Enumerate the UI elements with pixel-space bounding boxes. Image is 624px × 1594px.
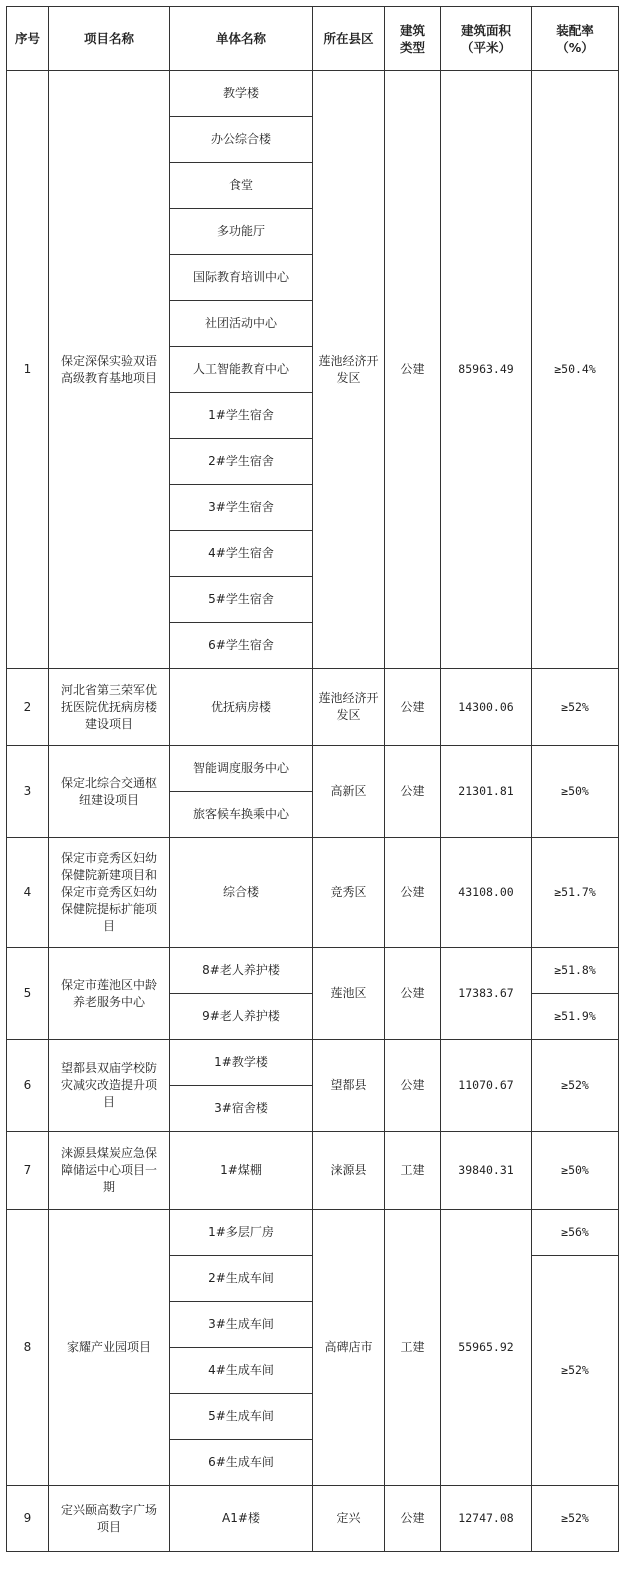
projects-table: [6, 6, 619, 1552]
cell-unit-name: 4#学生宿舍: [170, 531, 313, 577]
cell-assembly-rate: ≥56%: [532, 1210, 619, 1256]
table-row: [7, 1210, 619, 1256]
cell-county: 定兴: [313, 1486, 385, 1552]
cell-seq: 2: [7, 669, 49, 746]
cell-building-type: 公建: [385, 948, 441, 1040]
cell-project-name: 涞源县煤炭应急保障储运中心项目一期: [49, 1132, 170, 1210]
cell-assembly-rate: ≥52%: [532, 1256, 619, 1486]
cell-seq: 3: [7, 746, 49, 838]
header-project-name: 项目名称: [49, 7, 170, 71]
cell-unit-name: 1#学生宿舍: [170, 393, 313, 439]
cell-unit-name: 多功能厅: [170, 209, 313, 255]
cell-assembly-rate: ≥51.8%: [532, 948, 619, 994]
table-row: [7, 948, 619, 994]
cell-building-type: 公建: [385, 1040, 441, 1132]
cell-unit-name: 8#老人养护楼: [170, 948, 313, 994]
cell-seq: 4: [7, 838, 49, 948]
table-row: [7, 1486, 619, 1552]
cell-unit-name: 办公综合楼: [170, 117, 313, 163]
cell-unit-name: A1#楼: [170, 1486, 313, 1552]
cell-project-name: 保定市莲池区中龄养老服务中心: [49, 948, 170, 1040]
cell-unit-name: 社团活动中心: [170, 301, 313, 347]
cell-unit-name: 1#教学楼: [170, 1040, 313, 1086]
cell-unit-name: 5#生成车间: [170, 1394, 313, 1440]
cell-project-name: 保定市竞秀区妇幼保健院新建项目和保定市竞秀区妇幼保健院提标扩能项目: [49, 838, 170, 948]
table-row: [7, 838, 619, 948]
header-floor-area: 建筑面积 （平米）: [441, 7, 532, 71]
cell-seq: 5: [7, 948, 49, 1040]
table-row: [7, 71, 619, 117]
cell-assembly-rate: ≥52%: [532, 1486, 619, 1552]
table-row: [7, 746, 619, 792]
header-seq: 序号: [7, 7, 49, 71]
cell-floor-area: 55965.92: [441, 1210, 532, 1486]
cell-seq: 6: [7, 1040, 49, 1132]
cell-unit-name: 2#学生宿舍: [170, 439, 313, 485]
cell-seq: 8: [7, 1210, 49, 1486]
cell-county: 望都县: [313, 1040, 385, 1132]
cell-building-type: 公建: [385, 71, 441, 669]
cell-unit-name: 1#煤棚: [170, 1132, 313, 1210]
cell-project-name: 河北省第三荣军优抚医院优抚病房楼建设项目: [49, 669, 170, 746]
cell-assembly-rate: ≥51.7%: [532, 838, 619, 948]
cell-unit-name: 旅客候车换乘中心: [170, 792, 313, 838]
cell-seq: 7: [7, 1132, 49, 1210]
cell-assembly-rate: ≥50.4%: [532, 71, 619, 669]
cell-project-name: 家耀产业园项目: [49, 1210, 170, 1486]
header-building-type: 建筑 类型: [385, 7, 441, 71]
cell-unit-name: 2#生成车间: [170, 1256, 313, 1302]
cell-floor-area: 14300.06: [441, 669, 532, 746]
table-row: [7, 1040, 619, 1086]
cell-unit-name: 智能调度服务中心: [170, 746, 313, 792]
cell-unit-name: 3#学生宿舍: [170, 485, 313, 531]
cell-unit-name: 3#宿舍楼: [170, 1086, 313, 1132]
cell-building-type: 公建: [385, 838, 441, 948]
cell-seq: 9: [7, 1486, 49, 1552]
cell-unit-name: 人工智能教育中心: [170, 347, 313, 393]
cell-floor-area: 21301.81: [441, 746, 532, 838]
cell-project-name: 保定北综合交通枢纽建设项目: [49, 746, 170, 838]
cell-county: 高新区: [313, 746, 385, 838]
cell-building-type: 公建: [385, 746, 441, 838]
cell-assembly-rate: ≥52%: [532, 669, 619, 746]
cell-unit-name: 教学楼: [170, 71, 313, 117]
cell-unit-name: 6#生成车间: [170, 1440, 313, 1486]
cell-unit-name: 4#生成车间: [170, 1348, 313, 1394]
cell-assembly-rate: ≥50%: [532, 1132, 619, 1210]
cell-floor-area: 12747.08: [441, 1486, 532, 1552]
cell-unit-name: 综合楼: [170, 838, 313, 948]
cell-floor-area: 17383.67: [441, 948, 532, 1040]
cell-county: 涞源县: [313, 1132, 385, 1210]
cell-unit-name: 3#生成车间: [170, 1302, 313, 1348]
cell-building-type: 工建: [385, 1210, 441, 1486]
cell-unit-name: 6#学生宿舍: [170, 623, 313, 669]
cell-floor-area: 85963.49: [441, 71, 532, 669]
cell-unit-name: 1#多层厂房: [170, 1210, 313, 1256]
table-row: [7, 669, 619, 746]
cell-building-type: 工建: [385, 1132, 441, 1210]
cell-county: 莲池区: [313, 948, 385, 1040]
cell-floor-area: 11070.67: [441, 1040, 532, 1132]
header-row: [7, 7, 619, 71]
cell-unit-name: 5#学生宿舍: [170, 577, 313, 623]
cell-unit-name: 9#老人养护楼: [170, 994, 313, 1040]
header-assembly-rate: 装配率 （%）: [532, 7, 619, 71]
table-row: [7, 1132, 619, 1210]
cell-seq: 1: [7, 71, 49, 669]
cell-floor-area: 43108.00: [441, 838, 532, 948]
cell-unit-name: 食堂: [170, 163, 313, 209]
cell-project-name: 望都县双庙学校防灾减灾改造提升项目: [49, 1040, 170, 1132]
cell-unit-name: 优抚病房楼: [170, 669, 313, 746]
cell-floor-area: 39840.31: [441, 1132, 532, 1210]
cell-county: 莲池经济开发区: [313, 669, 385, 746]
cell-county: 莲池经济开发区: [313, 71, 385, 669]
header-county: 所在县区: [313, 7, 385, 71]
cell-project-name: 保定深保实验双语高级教育基地项目: [49, 71, 170, 669]
cell-assembly-rate: ≥50%: [532, 746, 619, 838]
cell-unit-name: 国际教育培训中心: [170, 255, 313, 301]
cell-assembly-rate: ≥51.9%: [532, 994, 619, 1040]
cell-assembly-rate: ≥52%: [532, 1040, 619, 1132]
cell-building-type: 公建: [385, 1486, 441, 1552]
cell-county: 竞秀区: [313, 838, 385, 948]
header-unit-name: 单体名称: [170, 7, 313, 71]
cell-county: 高碑店市: [313, 1210, 385, 1486]
cell-building-type: 公建: [385, 669, 441, 746]
cell-project-name: 定兴颐高数字广场项目: [49, 1486, 170, 1552]
